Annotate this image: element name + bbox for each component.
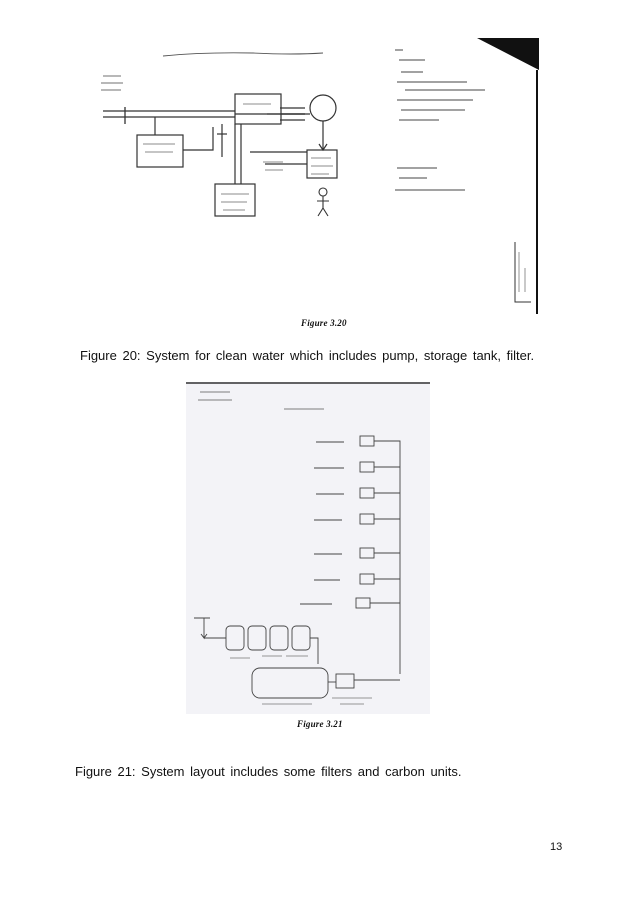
figure-20-caption: Figure 20: System for clean water which includes pump, storage tank, filter. xyxy=(80,348,535,363)
filter-box xyxy=(217,94,281,157)
page-number: 13 xyxy=(550,841,563,853)
figure-3-21-sketch xyxy=(186,382,430,714)
person-figure xyxy=(317,188,329,216)
figure-21-caption: Figure 21: System layout includes some filters and carbon units. xyxy=(75,764,462,779)
figure-3-20-sketch xyxy=(85,32,545,314)
right-notes-sheet xyxy=(385,32,545,314)
pump-circle xyxy=(281,95,336,150)
sheet-title-scribble xyxy=(163,53,323,56)
pipe-network xyxy=(103,107,305,124)
backup-storage-box xyxy=(137,117,213,167)
figure-3-20-label: Figure 3.20 xyxy=(301,318,347,328)
left-labels-scribble xyxy=(101,76,123,90)
figure-3-21-label: Figure 3.21 xyxy=(297,719,343,729)
